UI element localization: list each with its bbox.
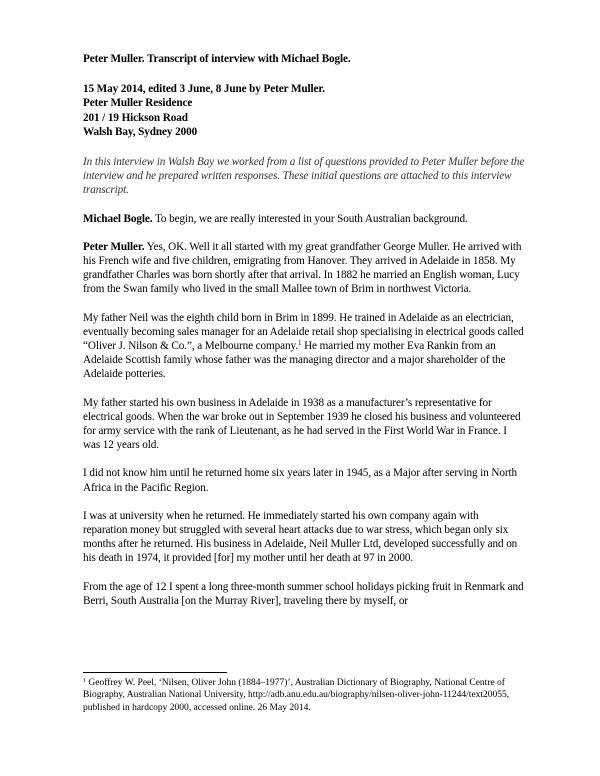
father-paragraph: [83, 311, 525, 382]
document-title: Peter Muller. Transcript of interview with Michael Bogle.: [83, 53, 351, 65]
footnote-text: Geoffrey W. Peel, ‘Nilsen, Oliver John (1884–1977)’, Australian Dictionary of Biography, National Centre of Biography, Australian National University, http://adb.anu.edu.au/biography/nilsen-oliver-john-11244/text20055, published in hardcopy 2000, accessed online. 26 May 2014.: [83, 678, 510, 713]
question-paragraph: [83, 212, 525, 226]
answer-paragraph: [83, 240, 525, 297]
interviewee-name: Peter Muller.: [83, 240, 145, 253]
father-text-part1: My father Neil was the eighth child born in Brim in 1899. He trained in Adelaide as an electrician, eventually becoming sales manager for an Adelaide retail shop specialising in electrical goods called “Oliver J. Nilson & Co.”, a Melbourne company.: [83, 311, 524, 353]
footnote-separator: [83, 672, 227, 673]
footnote-reference[interactable]: 1: [297, 339, 302, 348]
business-paragraph: My father started his own business in Adelaide in 1938 as a manufacturer’s representative for electrical goods. When the war broke out in September 1939 he closed his business and volunteered for army service with the rank of Lieutenant, as he had served in the First World War in France. I was 12 years old.: [83, 396, 521, 452]
interview-suburb: Walsh Bay, Sydney 2000: [83, 125, 198, 138]
interview-date: 15 May 2014, edited 3 June, 8 June by Peter Muller.: [83, 83, 325, 96]
answer-text: Yes, OK. Well it all started with my great grandfather George Muller. He arrived with his French wife and five children, emigrating from Hanover. They arrived in Adelaide in 1858. My grandfather Charles was born shortly after that arrival. In 1882 he married an English woman, Lucy from the Swan family who lived in the small Mallee town of Brim in northwest Victoria.: [83, 240, 522, 296]
footnote: [83, 677, 525, 714]
father-text-part2: He married my mother Eva Rankin from an Adelaide Scottish family whose father was the managing director and a major shareholder of the Adelaide potteries.: [83, 340, 506, 381]
document-body: [83, 52, 525, 608]
interview-location: Peter Muller Residence: [83, 97, 193, 110]
return-paragraph: I did not know him until he returned home six years later in 1945, as a Major after serving in North Africa in the Pacific Region.: [83, 467, 517, 494]
summer-paragraph: From the age of 12 I spent a long three-month summer school holidays picking fruit in Renmark and Berri, South Australia [on the Murray River], traveling there by myself, or: [83, 580, 524, 607]
footnote-number: 1: [83, 678, 86, 684]
interview-street: 201 / 19 Hickson Road: [83, 111, 188, 124]
interview-details: [83, 82, 525, 139]
question-text: To begin, we are really interested in your South Australian background.: [152, 212, 468, 225]
intro-note: In this interview in Walsh Bay we worked from a list of questions provided to Peter Muller before the interview and he prepared written responses. These initial questions are attached to this interview transcript.: [83, 156, 525, 197]
interviewer-name: Michael Bogle.: [83, 212, 153, 225]
university-paragraph: I was at university when he returned. He immediately started his own company again with reparation money but struggled with several heart attacks due to war stress, which began only six months after he returned. His business in Adelaide, Neil Muller Ltd, developed successfully and on his death in 1974, it provided [for] my mother until her death at 97 in 2000.: [83, 509, 518, 565]
